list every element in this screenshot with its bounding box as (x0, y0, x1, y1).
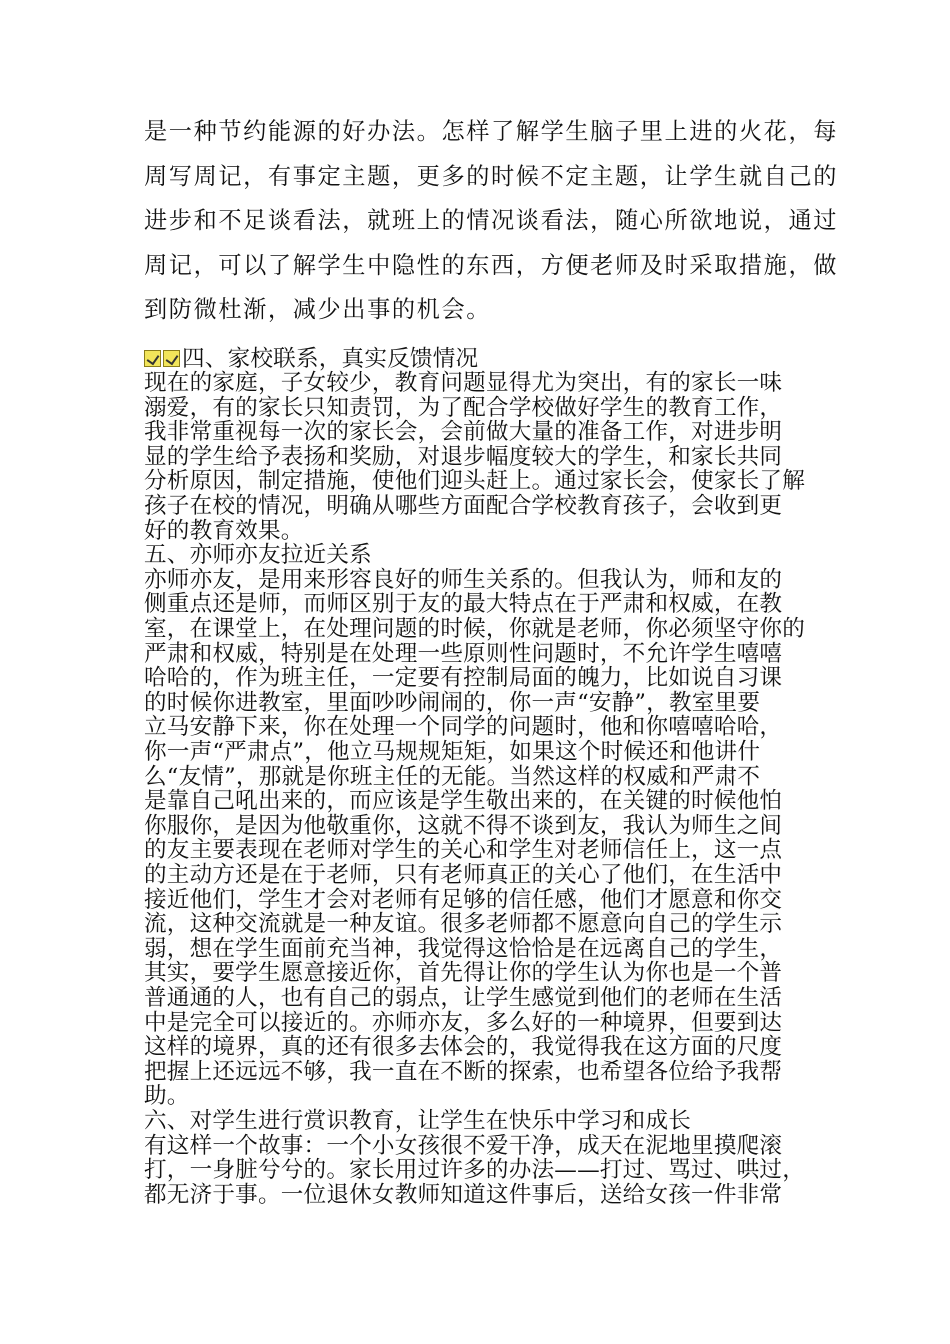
text-line: 显的学生给予表扬和奖励，对退步幅度较大的学生，和家长共同 (144, 443, 783, 470)
heading-text: 四、家校联系，真实反馈情况 (182, 345, 479, 372)
text-line: 哈哈的，作为班主任，一定要有控制局面的魄力，比如说自习课 (144, 665, 783, 692)
text-line: 孩子在校的情况，明确从哪些方面配合学校教育孩子，会收到更 (144, 493, 783, 520)
text-line: 流，这种交流就是一种友谊。很多老师都不愿意向自己的学生示 (144, 911, 783, 938)
text-line: 周记，可以了解学生中隐性的东西，方便老师及时采取措施，做 (144, 251, 839, 279)
text-line: 是靠自己吼出来的，而应该是学生敬出来的，在关键的时候他怕 (144, 788, 783, 815)
text-line: 中是完全可以接近的。亦师亦友，多么好的一种境界，但要到达 (144, 1009, 783, 1036)
text-line: 么“友情”，那就是你班主任的无能。当然这样的权威和严肃不 (144, 763, 761, 790)
text-line: 这样的境界，真的还有很多去体会的，我觉得我在这方面的尺度 (144, 1034, 783, 1061)
text-line: 把握上还远远不够，我一直在不断的探索，也希望各位给予我帮 (144, 1058, 783, 1085)
text-line: 侧重点还是师，而师区别于友的最大特点在于严肃和权威，在教 (144, 591, 783, 618)
note-icon (163, 350, 180, 367)
text-line: 周写周记，有事定主题，更多的时候不定主题，让学生就自己的 (144, 162, 839, 190)
text-line: 现在的家庭，子女较少，教育问题显得尤为突出，有的家长一味 (144, 370, 783, 397)
text-line: 普通通的人，也有自己的弱点，让学生感觉到他们的老师在生活 (144, 984, 783, 1011)
text-line: 亦师亦友，是用来形容良好的师生关系的。但我认为，师和友的 (144, 566, 783, 593)
document-page (144, 110, 839, 1208)
text-line: 有这样一个故事：一个小女孩很不爱干净，成天在泥地里摸爬滚 (144, 1132, 783, 1159)
text-line: 好的教育效果。 (144, 517, 304, 544)
text-line: 溺爱，有的家长只知责罚，为了配合学校做好学生的教育工作， (144, 394, 783, 421)
text-line: 严肃和权威，特别是在处理一些原则性问题时，不允许学生嘻嘻 (144, 640, 783, 667)
text-line: 进步和不足谈看法，就班上的情况谈看法，随心所欲地说，通过 (144, 207, 839, 234)
section-6-heading: 六、对学生进行赏识教育，让学生在快乐中学习和成长 (144, 1107, 692, 1134)
text-line: 都无济于事。一位退休女教师知道这件事后，送给女孩一件非常 (144, 1181, 783, 1208)
text-line: 的友主要表现在老师对学生的关心和学生对老师信任上，这一点 (144, 837, 783, 864)
intro-paragraph (144, 110, 839, 333)
text-line: 是一种节约能源的好办法。怎样了解学生脑子里上进的火花，每 (144, 118, 839, 145)
text-line: 分析原因，制定措施，使他们迎头赶上。通过家长会，使家长了解 (144, 468, 806, 495)
text-line: 我非常重视每一次的家长会，会前做大量的准备工作，对进步明 (144, 419, 783, 446)
text-line: 你一声“严肃点”，他立马规规矩矩，如果这个时候还和他讲什 (144, 739, 761, 765)
section-5-heading: 五、亦师亦友拉近关系 (144, 542, 372, 569)
text-line: 助。 (144, 1083, 190, 1110)
text-line: 接近他们，学生才会对老师有足够的信任感，他们才愿意和你交 (144, 886, 783, 913)
text-line: 弱，想在学生面前充当神，我觉得这恰恰是在远离自己的学生， (144, 935, 783, 962)
text-line: 的主动方还是在于老师，只有老师真正的关心了他们，在生活中 (144, 861, 783, 888)
text-line: 你服你，是因为他敬重你，这就不得不谈到友，我认为师生之间 (144, 812, 783, 839)
body-text-block (144, 347, 808, 1208)
text-line: 的时候你进教室，里面吵吵闹闹的，你一声“安静”，教室里要 (144, 689, 761, 716)
text-line: 到防微杜渐，减少出事的机会。 (144, 296, 492, 323)
note-icon (144, 350, 161, 367)
section-4-heading (144, 347, 808, 372)
text-line: 室，在课堂上，在处理问题的时候，你就是老师，你必须坚守你的 (144, 616, 806, 643)
text-line: 立马安静下来，你在处理一个同学的问题时，他和你嘻嘻哈哈， (144, 714, 783, 741)
text-line: 其实，要学生愿意接近你，首先得让你的学生认为你也是一个普 (144, 960, 783, 987)
text-line: 打，一身脏兮兮的。家长用过许多的办法——打过、骂过、哄过， (144, 1157, 806, 1184)
